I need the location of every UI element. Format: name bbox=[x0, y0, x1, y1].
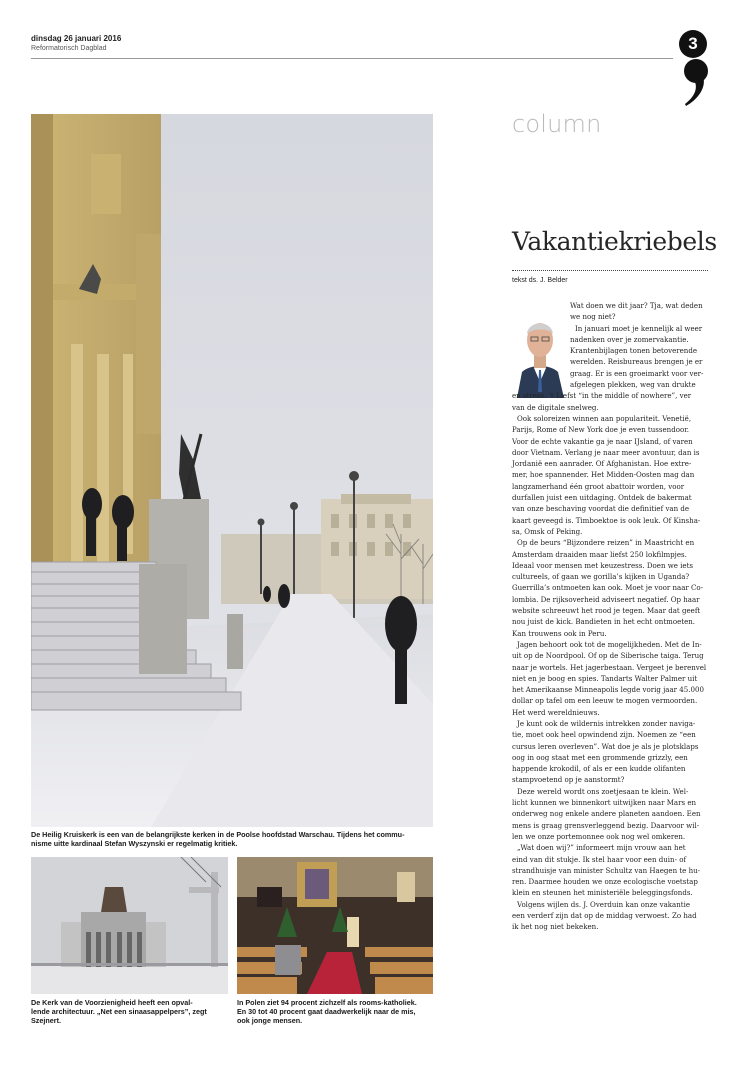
caption-line: ook jonge mensen. bbox=[237, 1016, 303, 1025]
caption-line: nisme uitte kardinaal Stefan Wyszynski er regelmatig kritiek. bbox=[31, 839, 238, 848]
article-line: oog in oog staat met een grommende grizzly, een bbox=[512, 752, 688, 762]
article-line: niet en je boog en spies. Tandarts Walter Palmer uit bbox=[512, 673, 698, 683]
article-line: van onze beschaving voordat die definitief van de bbox=[512, 504, 690, 514]
article-line: cursus leren overleven”. Wat doe je als je plotsklaps bbox=[512, 741, 699, 751]
issue-date: dinsdag 26 januari 2016 bbox=[31, 34, 122, 43]
article-line: Ook soloreizen winnen aan populariteit. Venetië, bbox=[517, 413, 692, 423]
caption-line: En 30 tot 40 procent gaat daadwerkelijk naar de mis, bbox=[237, 1007, 416, 1016]
article-line: Ideaal voor mensen met keuzestress. Doen we iets bbox=[512, 560, 694, 570]
article-line: uit op de Noordpool. Of op de Siberische taiga. Terug bbox=[512, 651, 704, 661]
article-line: dollar op tafel om een leeuw te mogen vermoorden. bbox=[512, 696, 698, 706]
article-line: mens is graag grensverleggend bezig. Daarvoor wil- bbox=[512, 820, 700, 830]
caption-line: De Heilig Kruiskerk is een van de belangrijkste kerken in de Poolse hoofdstad Warschau. Tijdens het commu- bbox=[31, 830, 405, 839]
header-rule bbox=[31, 58, 673, 59]
article-line: kaart geveegd is. Timboektoe is ook leuk. Of Kinsha- bbox=[512, 515, 701, 525]
church-snow-illustration bbox=[31, 114, 433, 827]
article-line: Parijs, Rome of New York doe je even tussendoor. bbox=[512, 425, 690, 435]
article-line: Volgens wijlen ds. J. Overduin kan onze vakantie bbox=[517, 899, 691, 909]
church-interior-photo bbox=[237, 857, 433, 994]
providence-caption bbox=[31, 998, 231, 1025]
providence-church-photo bbox=[31, 857, 228, 994]
article-line: happende krokodil, of als er een kudde olifanten bbox=[512, 764, 686, 774]
article-line: een verderf zijn dat op de middag verwoest. Zo had bbox=[512, 911, 697, 921]
dotted-divider bbox=[512, 270, 708, 271]
byline: tekst ds. J. Belder bbox=[512, 277, 568, 284]
article-line: Wat doen we dit jaar? Tja, wat deden bbox=[570, 301, 703, 310]
article-line: en stress. ’t Liefst “in the middle of nowhere”, ver bbox=[512, 391, 692, 401]
article-line: Guerrilla’s ontmoeten kan ook. Moet je voor naar Co- bbox=[512, 583, 704, 593]
article-line: Voor de echte vakantie ga je naar IJsland, of varen bbox=[512, 436, 693, 446]
article-line: sa, Omsk of Peking. bbox=[512, 526, 583, 536]
comma-logo-icon bbox=[683, 58, 709, 108]
article-line: ik het nog niet bekeken. bbox=[512, 922, 599, 932]
article-line: Het werd wereldnieuws. bbox=[512, 707, 600, 717]
article-line: door Vietnam. Verlang je naar meer avontuur, dan is bbox=[512, 447, 700, 457]
article-line: Deze wereld wordt ons zoetjesaan te klein. Wel- bbox=[517, 786, 689, 796]
article-line: len we onze portemonnee ook nog wel omkeren. bbox=[512, 831, 686, 841]
article-line: strandhuisje van minister Schultz van Haegen te hu- bbox=[512, 865, 701, 875]
article-line: Jagen behoort ook tot de mogelijkheden. Met de In- bbox=[517, 639, 702, 649]
article-line: nou juist de kick. Bandieten in het echt ontmoeten. bbox=[512, 617, 696, 627]
article-line: stampvoetend op je aanstormt? bbox=[512, 775, 625, 785]
article-line: Amsterdam draaiden maar liefst 250 lokfilmpjes. bbox=[512, 549, 687, 559]
interior-caption bbox=[237, 998, 437, 1025]
article-line: Je kunt ook de wildernis intrekken zonder naviga- bbox=[517, 718, 696, 728]
article-line: ren. Daarmee houden we onze ecologische voetstap bbox=[512, 877, 698, 887]
article-body bbox=[512, 300, 708, 933]
article-line: eind van dit stukje. Ik stel haar voor een duin- of bbox=[512, 854, 687, 864]
caption-line: De Kerk van de Voorzienigheid heeft een opval- bbox=[31, 998, 193, 1007]
article-line: lombia. De rijksoverheid adviseert negatief. Op haar bbox=[512, 594, 700, 604]
article-line: In januari moet je kennelijk al weer bbox=[575, 323, 703, 333]
article-line: Krantenbijlagen tonen betoverende bbox=[570, 346, 698, 356]
main-photo-caption bbox=[31, 830, 433, 848]
article-line: Kan trouwens ook in Peru. bbox=[512, 628, 607, 638]
caption-line: In Polen ziet 94 procent zichzelf als rooms-katholiek. bbox=[237, 998, 417, 1007]
article-line: mer, hoe spannender. Het Midden-Oosten mag dan bbox=[512, 470, 695, 480]
article-line: „Wat doen wij?” informeert mijn vrouw aan het bbox=[517, 843, 686, 853]
article-line: langzamerhand één groot abattoir worden, voor bbox=[512, 481, 685, 491]
main-photo bbox=[31, 114, 433, 827]
article-line: afgelegen plekken, weg van drukte bbox=[570, 380, 696, 390]
caption-line: lende architectuur. „Net een sinaasappelpers”, zegt bbox=[31, 1007, 207, 1016]
article-line: van de digitale snelweg. bbox=[512, 402, 599, 412]
article-line: werelden. Reisbureaus brengen je er bbox=[570, 357, 703, 367]
article-line: Jordanië een aanrader. Of Afghanistan. Hoe extre- bbox=[512, 459, 692, 469]
article-line: website schreeuwt het rood je tegen. Maar dat geeft bbox=[512, 606, 701, 616]
article-line: we nog niet? bbox=[570, 312, 616, 322]
section-label: column bbox=[512, 110, 602, 138]
article-headline: Vakantiekriebels bbox=[512, 227, 717, 256]
page-number-badge: 3 bbox=[679, 30, 707, 58]
caption-line: Szejnert. bbox=[31, 1016, 61, 1025]
article-line: licht kunnen we binnenkort uitwijken naar Mars en bbox=[512, 798, 697, 808]
article-line: het Amerikaanse Minneapolis legde vorig jaar 45.000 bbox=[512, 685, 704, 695]
newspaper-name: Reformatorisch Dagblad bbox=[31, 45, 107, 52]
article-line: durfallen juist een uitdaging. Ontdek de bakermat bbox=[512, 493, 692, 503]
providence-church-illustration bbox=[31, 857, 228, 994]
article-line: tie, moet ook heel opwindend zijn. Noemen ze “een bbox=[512, 730, 696, 740]
article-line: Op de beurs “Bijzondere reizen” in Maastricht en bbox=[517, 538, 695, 548]
article-line: nadenken over je zomervakantie. bbox=[570, 334, 689, 344]
article-line: klein en steunen het ministeriële beleggingsfonds. bbox=[512, 888, 693, 898]
church-interior-illustration bbox=[237, 857, 433, 994]
article-line: naar je wortels. Het jagerbestaan. Vergeet je berenvel bbox=[512, 662, 707, 672]
article-line: cultureels, of gaan we gorilla’s kijken in Uganda? bbox=[512, 572, 690, 582]
article-line: onderweg nog enkele andere planeten aandoen. Een bbox=[512, 809, 701, 819]
article-line: graag. Er is een groeimarkt voor ver- bbox=[570, 368, 704, 378]
